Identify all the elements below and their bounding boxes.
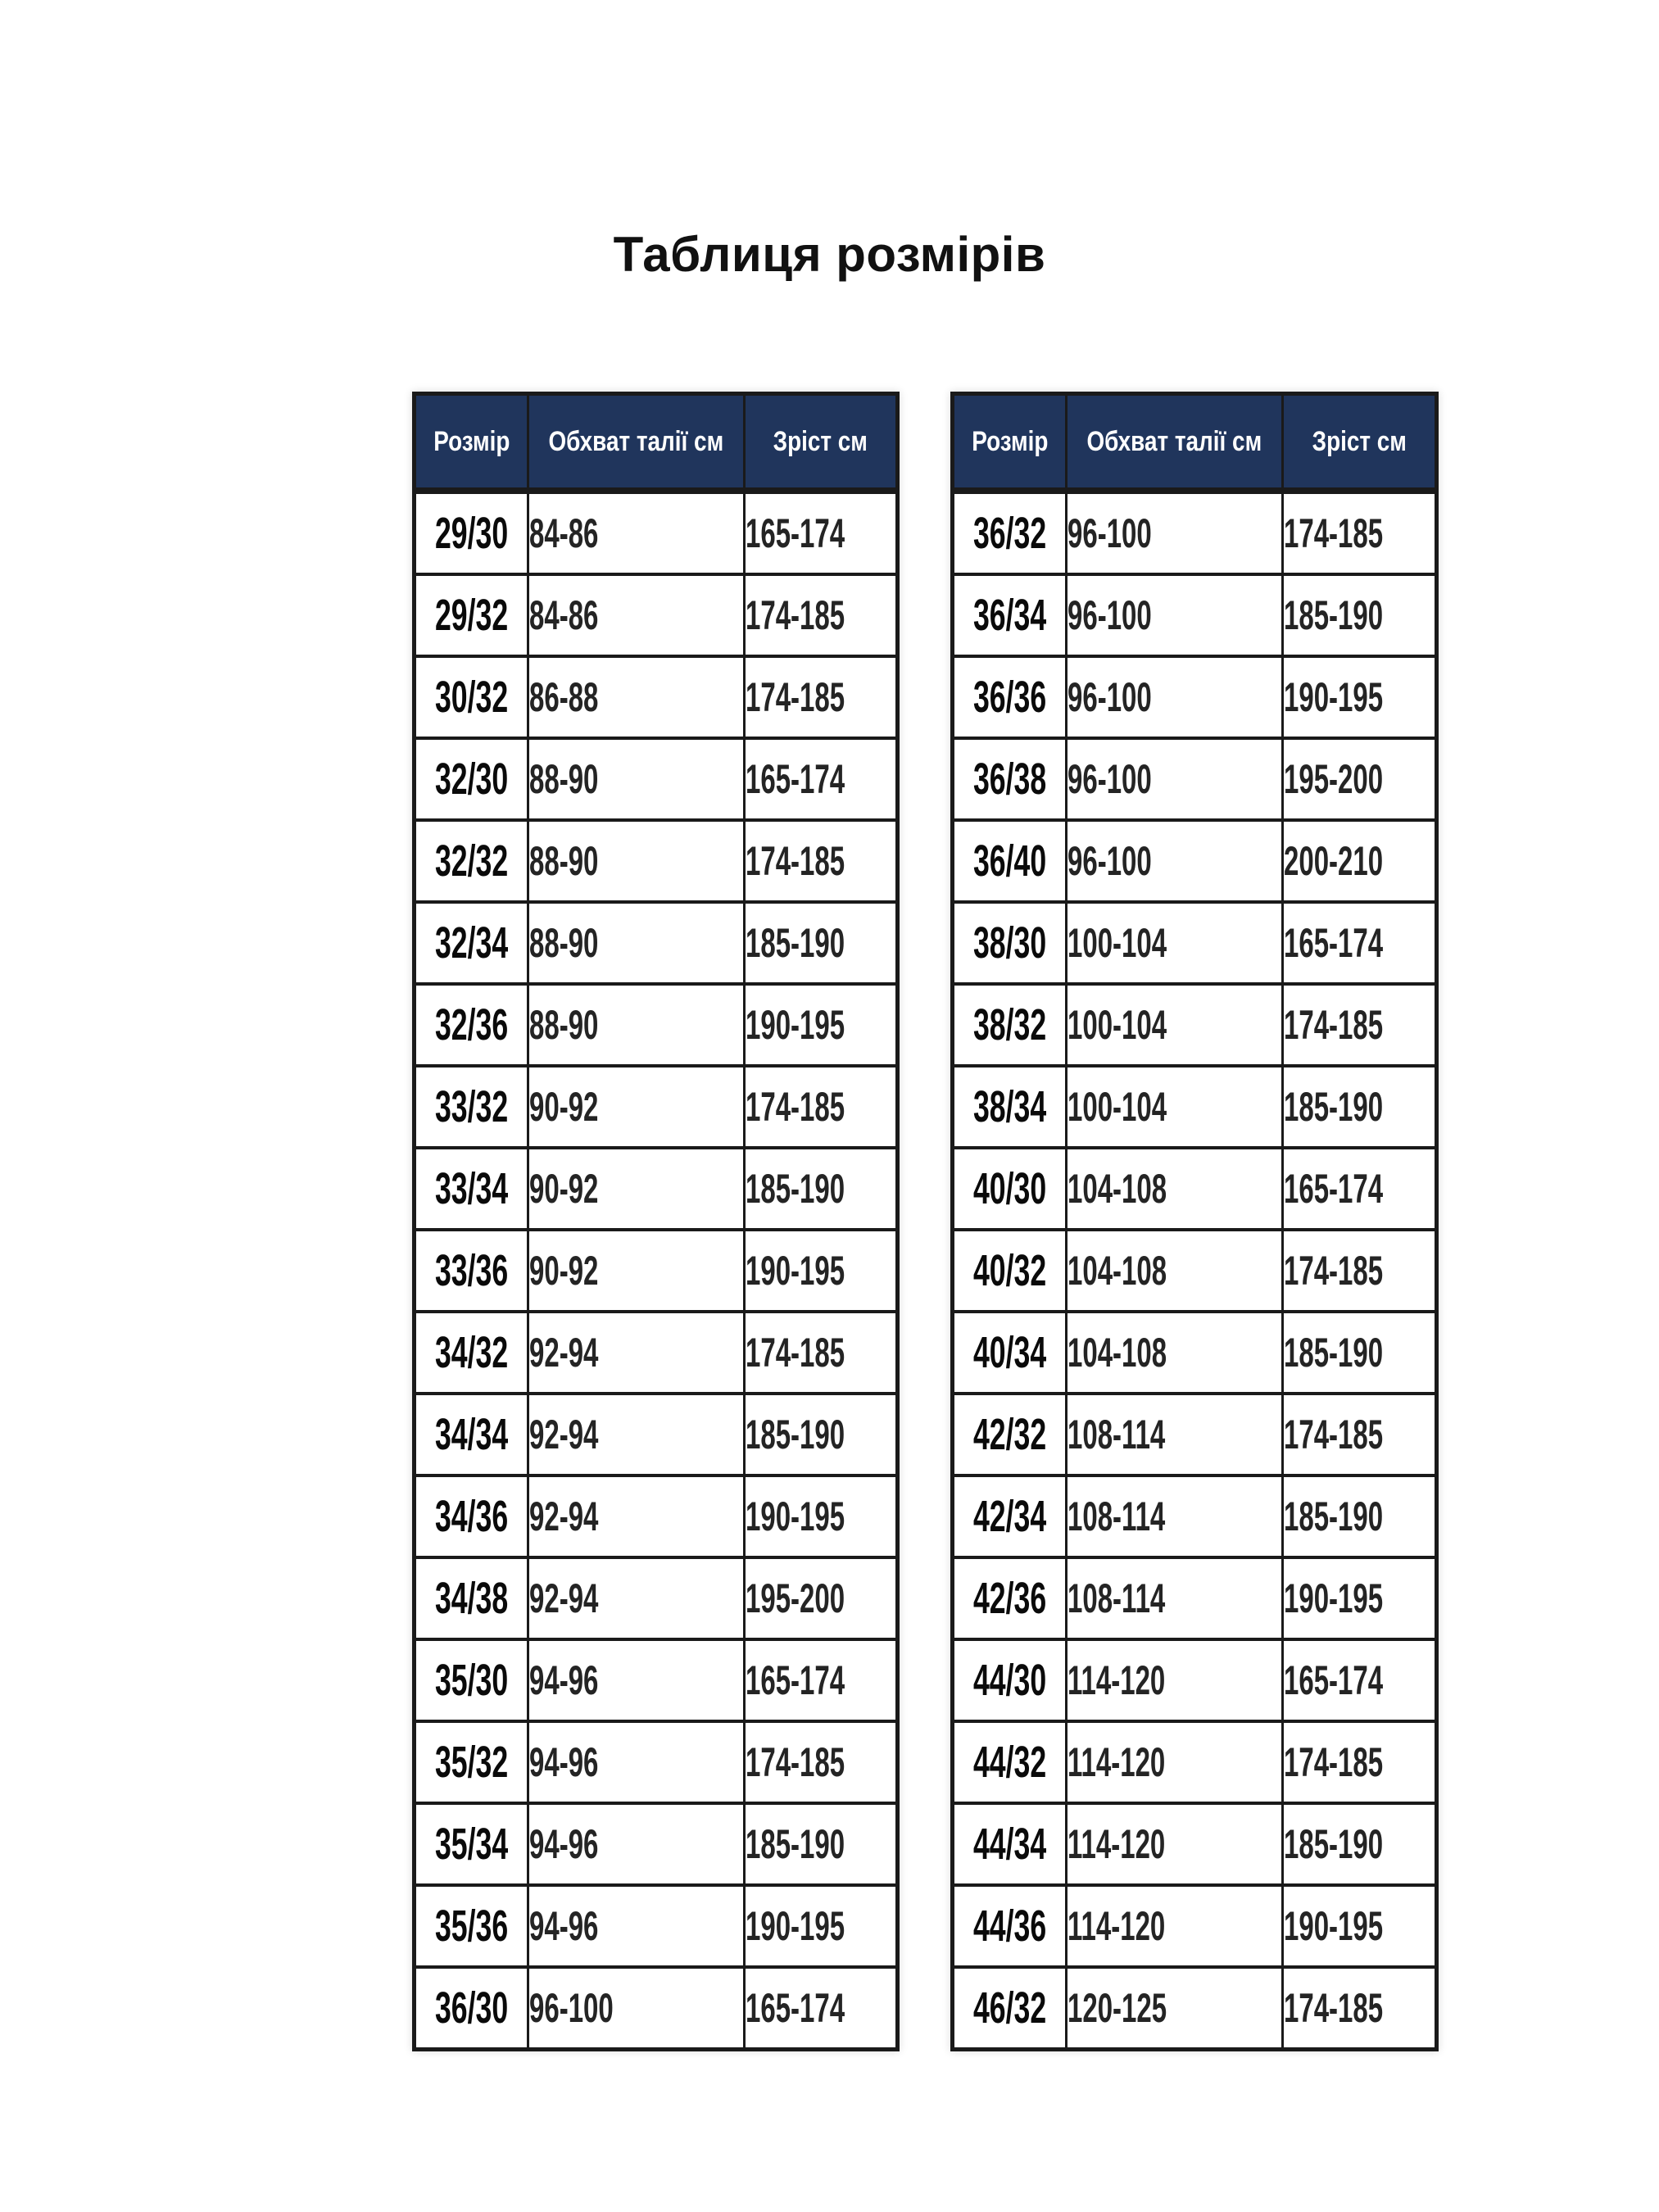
size-cell: 34/32 — [415, 1312, 528, 1394]
table-row — [953, 1557, 1436, 1639]
table-row — [953, 1394, 1436, 1475]
size-cell: 44/34 — [953, 1803, 1067, 1885]
height-cell: 190-195 — [1283, 1557, 1437, 1639]
waist-cell: 108-114 — [1067, 1557, 1283, 1639]
height-cell: 174-185 — [1283, 1967, 1437, 2050]
waist-cell: 96-100 — [528, 1967, 745, 2050]
table-row — [415, 738, 898, 820]
table-row — [415, 1312, 898, 1394]
height-cell: 200-210 — [1283, 820, 1437, 902]
height-cell: 185-190 — [1283, 1066, 1437, 1148]
height-cell: 185-190 — [1283, 1475, 1437, 1557]
size-cell: 36/40 — [953, 820, 1067, 902]
waist-cell: 84-86 — [528, 574, 745, 656]
height-cell: 165-174 — [744, 491, 898, 574]
height-cell: 165-174 — [1283, 1148, 1437, 1230]
column-header: Зріст см — [1283, 394, 1437, 492]
height-cell: 195-200 — [1283, 738, 1437, 820]
table-row — [415, 1639, 898, 1721]
size-cell: 40/30 — [953, 1148, 1067, 1230]
size-table-right — [950, 392, 1438, 2051]
column-header: Розмір — [415, 394, 528, 492]
size-cell: 32/34 — [415, 902, 528, 984]
height-cell: 185-190 — [744, 1803, 898, 1885]
size-cell: 42/36 — [953, 1557, 1067, 1639]
size-cell: 36/36 — [953, 656, 1067, 738]
table-row — [953, 1721, 1436, 1803]
table-row — [415, 1148, 898, 1230]
waist-cell: 114-120 — [1067, 1885, 1283, 1967]
table-row — [415, 902, 898, 984]
waist-cell: 94-96 — [528, 1721, 745, 1803]
size-cell: 35/36 — [415, 1885, 528, 1967]
size-cell: 34/38 — [415, 1557, 528, 1639]
waist-cell: 88-90 — [528, 738, 745, 820]
table-row — [953, 1885, 1436, 1967]
size-cell: 42/34 — [953, 1475, 1067, 1557]
size-cell: 32/36 — [415, 984, 528, 1066]
table-row — [415, 1066, 898, 1148]
table-row — [415, 1230, 898, 1312]
size-cell: 36/38 — [953, 738, 1067, 820]
waist-cell: 114-120 — [1067, 1721, 1283, 1803]
table-row — [953, 1312, 1436, 1394]
height-cell: 174-185 — [744, 1721, 898, 1803]
size-cell: 40/34 — [953, 1312, 1067, 1394]
table-row — [415, 820, 898, 902]
height-cell: 174-185 — [1283, 984, 1437, 1066]
waist-cell: 108-114 — [1067, 1394, 1283, 1475]
height-cell: 174-185 — [1283, 1230, 1437, 1312]
height-cell: 185-190 — [1283, 574, 1437, 656]
page-title: Таблиця розмірів — [613, 227, 1046, 282]
size-cell: 38/34 — [953, 1066, 1067, 1148]
table-row — [415, 491, 898, 574]
size-cell: 44/30 — [953, 1639, 1067, 1721]
header-row — [415, 394, 898, 492]
waist-cell: 108-114 — [1067, 1475, 1283, 1557]
table-row — [953, 738, 1436, 820]
waist-cell: 120-125 — [1067, 1967, 1283, 2050]
size-cell: 38/32 — [953, 984, 1067, 1066]
waist-cell: 94-96 — [528, 1803, 745, 1885]
waist-cell: 104-108 — [1067, 1312, 1283, 1394]
size-cell: 35/32 — [415, 1721, 528, 1803]
waist-cell: 86-88 — [528, 656, 745, 738]
waist-cell: 114-120 — [1067, 1803, 1283, 1885]
height-cell: 174-185 — [744, 1312, 898, 1394]
column-header: Зріст см — [744, 394, 898, 492]
size-cell: 35/34 — [415, 1803, 528, 1885]
table-row — [953, 1148, 1436, 1230]
waist-cell: 104-108 — [1067, 1148, 1283, 1230]
waist-cell: 96-100 — [1067, 491, 1283, 574]
height-cell: 165-174 — [1283, 902, 1437, 984]
height-cell: 185-190 — [1283, 1312, 1437, 1394]
table-row — [415, 1885, 898, 1967]
height-cell: 195-200 — [744, 1557, 898, 1639]
size-cell: 32/32 — [415, 820, 528, 902]
table-row — [953, 1230, 1436, 1312]
height-cell: 174-185 — [744, 1066, 898, 1148]
size-cell: 44/36 — [953, 1885, 1067, 1967]
waist-cell: 100-104 — [1067, 1066, 1283, 1148]
waist-cell: 92-94 — [528, 1557, 745, 1639]
height-cell: 190-195 — [1283, 656, 1437, 738]
height-cell: 190-195 — [744, 1885, 898, 1967]
size-cell: 33/34 — [415, 1148, 528, 1230]
height-cell: 174-185 — [744, 656, 898, 738]
height-cell: 190-195 — [1283, 1885, 1437, 1967]
size-cell: 29/30 — [415, 491, 528, 574]
size-cell: 40/32 — [953, 1230, 1067, 1312]
size-cell: 32/30 — [415, 738, 528, 820]
size-cell: 46/32 — [953, 1967, 1067, 2050]
height-cell: 165-174 — [744, 1639, 898, 1721]
size-cell: 29/32 — [415, 574, 528, 656]
table-row — [953, 1475, 1436, 1557]
waist-cell: 96-100 — [1067, 656, 1283, 738]
waist-cell: 92-94 — [528, 1475, 745, 1557]
table-row — [953, 820, 1436, 902]
height-cell: 165-174 — [1283, 1639, 1437, 1721]
table-row — [415, 1967, 898, 2050]
size-cell: 33/36 — [415, 1230, 528, 1312]
size-cell: 44/32 — [953, 1721, 1067, 1803]
column-header: Обхват талії см — [528, 394, 745, 492]
height-cell: 174-185 — [1283, 1394, 1437, 1475]
size-cell: 34/36 — [415, 1475, 528, 1557]
height-cell: 185-190 — [744, 902, 898, 984]
size-cell: 35/30 — [415, 1639, 528, 1721]
waist-cell: 96-100 — [1067, 820, 1283, 902]
table-row — [953, 902, 1436, 984]
waist-cell: 104-108 — [1067, 1230, 1283, 1312]
waist-cell: 90-92 — [528, 1230, 745, 1312]
header-row — [953, 394, 1436, 492]
size-cell: 30/32 — [415, 656, 528, 738]
height-cell: 185-190 — [744, 1394, 898, 1475]
size-cell: 42/32 — [953, 1394, 1067, 1475]
table-row — [415, 1557, 898, 1639]
size-cell: 36/34 — [953, 574, 1067, 656]
table-row — [415, 984, 898, 1066]
height-cell: 174-185 — [744, 820, 898, 902]
size-cell: 38/30 — [953, 902, 1067, 984]
waist-cell: 92-94 — [528, 1312, 745, 1394]
table-row — [953, 1639, 1436, 1721]
height-cell: 185-190 — [744, 1148, 898, 1230]
height-cell: 190-195 — [744, 1230, 898, 1312]
waist-cell: 94-96 — [528, 1885, 745, 1967]
table-row — [953, 984, 1436, 1066]
table-row — [953, 1967, 1436, 2050]
waist-cell: 88-90 — [528, 902, 745, 984]
height-cell: 185-190 — [1283, 1803, 1437, 1885]
waist-cell: 88-90 — [528, 984, 745, 1066]
waist-cell: 90-92 — [528, 1148, 745, 1230]
height-cell: 165-174 — [744, 738, 898, 820]
size-table-left — [412, 392, 900, 2051]
waist-cell: 94-96 — [528, 1639, 745, 1721]
waist-cell: 84-86 — [528, 491, 745, 574]
size-cell: 33/32 — [415, 1066, 528, 1148]
size-cell: 34/34 — [415, 1394, 528, 1475]
table-row — [415, 1475, 898, 1557]
waist-cell: 114-120 — [1067, 1639, 1283, 1721]
height-cell: 174-185 — [744, 574, 898, 656]
size-cell: 36/32 — [953, 491, 1067, 574]
height-cell: 190-195 — [744, 1475, 898, 1557]
waist-cell: 88-90 — [528, 820, 745, 902]
table-row — [415, 1721, 898, 1803]
waist-cell: 96-100 — [1067, 738, 1283, 820]
table-row — [953, 656, 1436, 738]
waist-cell: 92-94 — [528, 1394, 745, 1475]
height-cell: 190-195 — [744, 984, 898, 1066]
table-row — [953, 1803, 1436, 1885]
table-row — [953, 491, 1436, 574]
table-row — [415, 656, 898, 738]
size-cell: 36/30 — [415, 1967, 528, 2050]
table-row — [415, 1803, 898, 1885]
height-cell: 174-185 — [1283, 491, 1437, 574]
waist-cell: 100-104 — [1067, 984, 1283, 1066]
column-header: Розмір — [953, 394, 1067, 492]
table-row — [953, 1066, 1436, 1148]
height-cell: 174-185 — [1283, 1721, 1437, 1803]
height-cell: 165-174 — [744, 1967, 898, 2050]
table-row — [953, 574, 1436, 656]
waist-cell: 96-100 — [1067, 574, 1283, 656]
size-tables-container — [412, 392, 1439, 2051]
table-row — [415, 574, 898, 656]
table-row — [415, 1394, 898, 1475]
waist-cell: 90-92 — [528, 1066, 745, 1148]
column-header: Обхват талії см — [1067, 394, 1283, 492]
waist-cell: 100-104 — [1067, 902, 1283, 984]
